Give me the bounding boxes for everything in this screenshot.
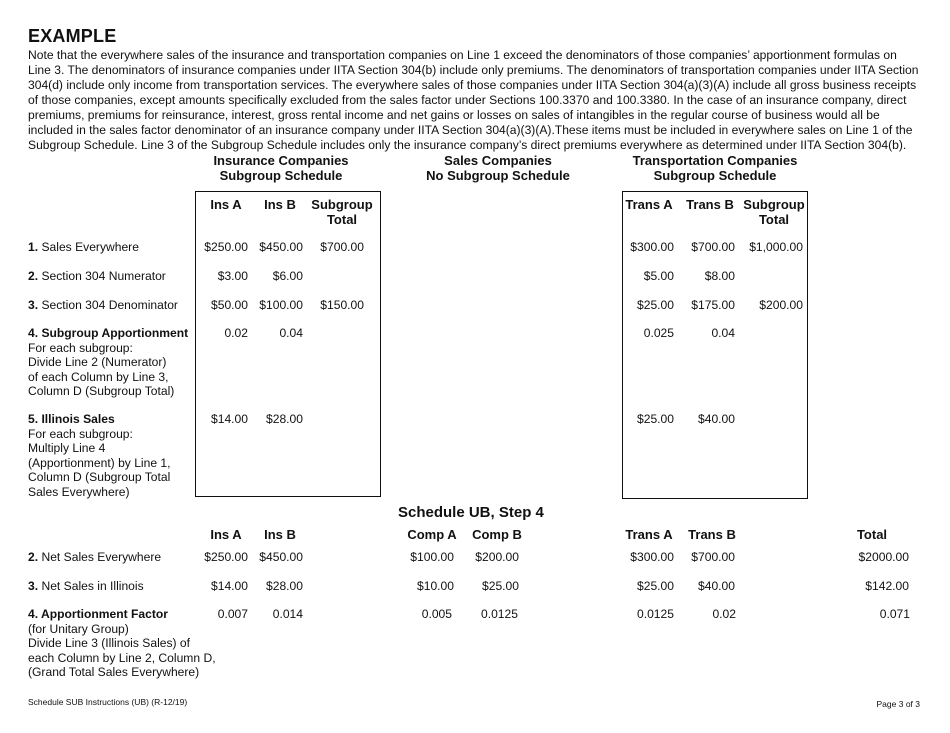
cell: 0.04 [279,326,303,340]
cell: 0.04 [711,326,735,340]
col-ins-b: Ins B [264,197,296,212]
cell: $6.00 [272,269,303,283]
cell: $25.00 [482,579,519,593]
page-title: EXAMPLE [28,26,117,46]
cell: $28.00 [266,579,303,593]
cell: $100.00 [410,550,454,564]
subgroup-row-1-label: 1. Sales Everywhere [28,240,139,254]
insurance-subgroup-box [195,191,381,497]
col-ins-a: Ins A [210,197,242,212]
insurance-group-header: Insurance Companies Subgroup Schedule [213,153,349,183]
cell: $700.00 [320,240,364,254]
cell: $5.00 [643,269,674,283]
footer-page-number: Page 3 of 3 [876,699,920,709]
cell: $142.00 [865,579,909,593]
subgroup-row-3-label: 3. Section 304 Denominator [28,298,178,312]
cell: $200.00 [475,550,519,564]
step4-col-total: Total [856,527,888,542]
cell: $700.00 [691,550,735,564]
col-trans-a: Trans A [625,197,673,212]
cell: $250.00 [204,550,248,564]
cell: $25.00 [637,579,674,593]
cell: $700.00 [691,240,735,254]
step4-row-2-label: 2. Net Sales Everywhere [28,550,162,564]
cell: 0.025 [643,326,674,340]
transport-subgroup-box [622,191,808,499]
cell: $40.00 [698,412,735,426]
col-trans-b: Trans B [686,197,734,212]
cell: 0.0125 [481,607,518,621]
cell: $100.00 [259,298,303,312]
cell: $250.00 [204,240,248,254]
cell: $14.00 [211,579,248,593]
cell: $300.00 [630,550,674,564]
cell: $10.00 [417,579,454,593]
cell: $1,000.00 [749,240,803,254]
cell: $200.00 [759,298,803,312]
cell: 0.005 [421,607,452,621]
cell: $3.00 [217,269,248,283]
step4-col-comp-b: Comp B [472,527,522,542]
cell: $25.00 [637,298,674,312]
cell: $25.00 [637,412,674,426]
cell: $450.00 [259,550,303,564]
cell: $150.00 [320,298,364,312]
cell: $450.00 [259,240,303,254]
transport-group-header: Transportation Companies Subgroup Schedule [632,153,798,183]
col-ins-total: Subgroup Total [311,197,373,227]
cell: $14.00 [211,412,248,426]
cell: $28.00 [266,412,303,426]
subgroup-row-4-label: 4. Subgroup Apportionment For each subgroup: Divide Line 2 (Numerator) of each Column by Line 3, Column D (Subgroup Total) [28,326,189,398]
subgroup-row-2-label: 2. Section 304 Numerator [28,269,166,283]
cell: 0.071 [879,607,910,621]
cell: $40.00 [698,579,735,593]
intro-paragraph: Note that the everywhere sales of the insurance and transportation companies on Line 1 exceed the denominators of those companies’ apportionment formulas on Line 3. The denominators of insurance companies under IITA Section 304(b) include only premiums. The denominators of transportation companies under IITA Section 304(d) include only income from transportation services. The everywhere sales of those companies under IITA Section 304(a)(3)(A) include all gross business receipts of those companies, except amounts specifically excluded from the sales factor under Sections 100.3370 and 100.3380. In the case of an insurance company, direct premiums, premiums for reinsurance, interest, gross rental income and net gains or losses on sales of intangibles in the regular course of business would all be included in the sales factor denominator of an insurance company under IITA Section 304(a)(3)(A).These items must be included in everywhere sales on Line 1 of the Subgroup Schedule. Line 3 of the Subgroup Schedule includes only the insurance company’s direct premiums everywhere as determined under IITA Section 304(b). [28,48,919,152]
step4-col-comp-a: Comp A [407,527,457,542]
cell: $175.00 [691,298,735,312]
col-trans-total: Subgroup Total [743,197,805,227]
step4-col-ins-b: Ins B [264,527,296,542]
cell: $50.00 [211,298,248,312]
cell: 0.02 [224,326,248,340]
cell: $300.00 [630,240,674,254]
footer-form-id: Schedule SUB Instructions (UB) (R-12/19) [28,697,188,707]
step4-col-ins-a: Ins A [210,527,242,542]
step4-title: Schedule UB, Step 4 [398,504,544,521]
cell: 0.0125 [637,607,674,621]
sales-group-header: Sales Companies No Subgroup Schedule [426,153,570,183]
step4-col-trans-a: Trans A [625,527,673,542]
step4-col-trans-b: Trans B [688,527,736,542]
cell: 0.007 [217,607,248,621]
step4-row-4-label: 4. Apportionment Factor (for Unitary Group) Divide Line 3 (Illinois Sales) of each Column by Line 2, Column D, (Grand Total Sales Everywhere) [28,607,216,679]
cell: $8.00 [704,269,735,283]
subgroup-row-5-label: 5. Illinois Sales For each subgroup: Multiply Line 4 (Apportionment) by Line 1, Column D (Subgroup Total Sales Everywhere) [28,412,171,499]
step4-row-3-label: 3. Net Sales in Illinois [28,579,144,593]
cell: 0.014 [272,607,303,621]
cell: 0.02 [712,607,736,621]
cell: $2000.00 [858,550,909,564]
